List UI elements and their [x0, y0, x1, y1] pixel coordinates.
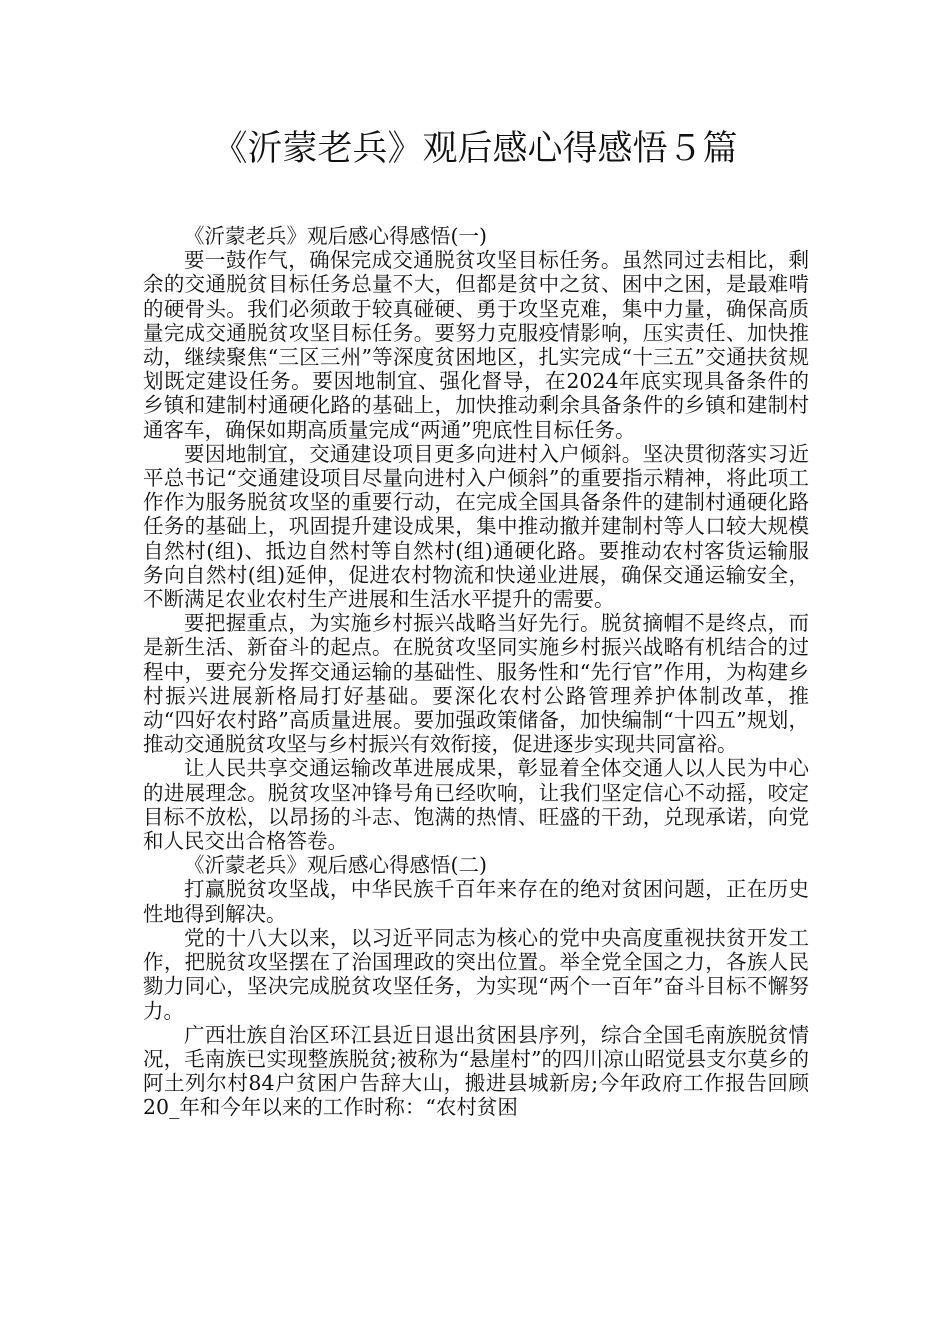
- section-heading-2: 《沂蒙老兵》观后感心得感悟(二): [184, 853, 487, 878]
- section-heading-1: 《沂蒙老兵》观后感心得感悟(一): [184, 224, 487, 248]
- document-title: 《沂蒙老兵》观后感心得感悟５篇: [212, 129, 738, 169]
- paragraph: 要把握重点，为实施乡村振兴战略当好先行。脱贫摘帽不是终点，而是新生活、新奋斗的起点。在脱贫攻坚同实施乡村振兴战略有机结合的过程中，要充分发挥交通运输的基础性、服务性和“先行官”作用，为构建乡村振兴进展新格局打好基础。要深化农村公路管理养护体制改革，推动“四好农村路”高质量进展。要加强政策储备，加快编制“十四五”规划，推动交通脱贫攻坚与乡村振兴有效衔接，促进逐步实现共同富裕。: [143, 611, 809, 757]
- paragraph: 要一鼓作气，确保完成交通脱贫攻坚目标任务。虽然同过去相比，剩余的交通脱贫目标任务总量不大，但都是贫中之贫、困中之困，是最难啃的硬骨头。我们必须敢于较真碰硬、勇于攻坚克难，集中力量，确保高质量完成交通脱贫攻坚目标任务。要努力克服疫情影响，压实责任、加快推动，继续聚焦“三区三州”等深度贫困地区，扎实完成“十三五”交通扶贫规划既定建设任务。要因地制宜、强化督导，在2024年底实现具备条件的乡镇和建制村通硬化路的基础上，加快推动剩余具备条件的乡镇和建制村通客车，确保如期高质量完成“两通”兜底性目标任务。: [143, 248, 809, 442]
- paragraph: 广西壮族自治区环江县近日退出贫困县序列，综合全国毛南族脱贫情况，毛南族已实现整族脱贫;被称为“悬崖村”的四川凉山昭觉县支尔莫乡的阿土列尔村84户贫困户告辞大山，搬进县城新房;今年政府工作报告回顾20_年和今年以来的工作时称：“农村贫困: [143, 1022, 809, 1120]
- document-body: [143, 224, 809, 1120]
- paragraph: 打赢脱贫攻坚战，中华民族千百年来存在的绝对贫困问题，正在历史性地得到解决。: [143, 877, 809, 926]
- paragraph: 让人民共享交通运输改革进展成果，彰显着全体交通人以人民为中心的进展理念。脱贫攻坚冲锋号角已经吹响，让我们坚定信心不动摇，咬定目标不放松，以昂扬的斗志、饱满的热情、旺盛的干劲，兑现承诺，向党和人民交出合格答卷。: [143, 756, 809, 854]
- paragraph: 要因地制宜，交通建设项目更多向进村入户倾斜。坚决贯彻落实习近平总书记“交通建设项目尽量向进村入户倾斜”的重要指示精神，将此项工作作为服务脱贫攻坚的重要行动，在完成全国具备条件的建制村通硬化路任务的基础上，巩固提升建设成果，集中推动撤并建制村等人口较大规模自然村(组)、抵边自然村等自然村(组)通硬化路。要推动农村客货运输服务向自然村(组)延伸，促进农村物流和快递业进展，确保交通运输安全，不断满足农业农村生产进展和生活水平提升的需要。: [143, 441, 809, 612]
- paragraph: 党的十八大以来，以习近平同志为核心的党中央高度重视扶贫开发工作，把脱贫攻坚摆在了治国理政的突出位置。举全党全国之力，各族人民勠力同心，坚决完成脱贫攻坚任务，为实现“两个一百年”奋斗目标不懈努力。: [143, 925, 809, 1023]
